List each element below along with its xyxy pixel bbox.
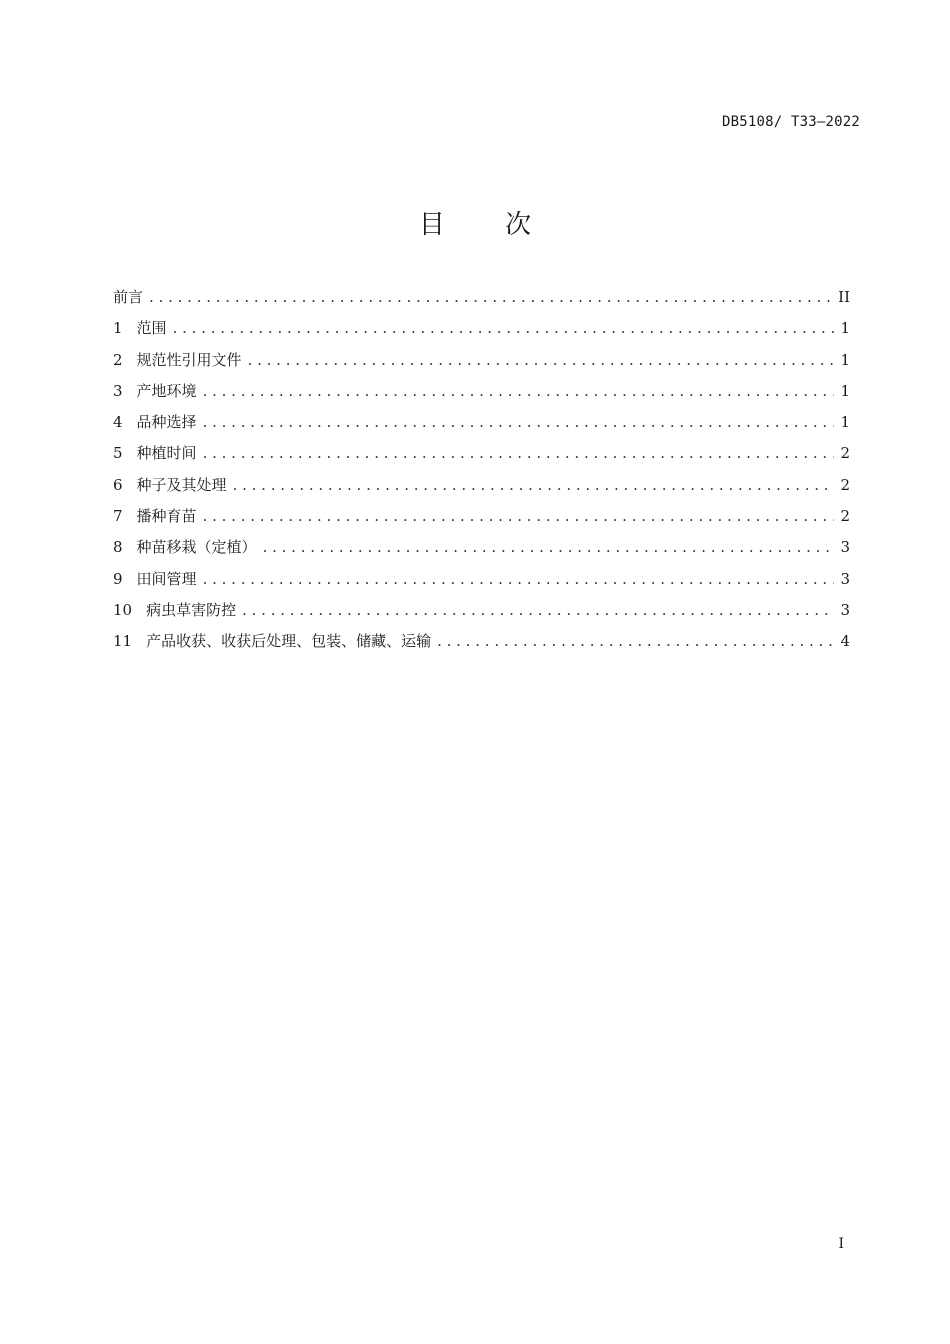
toc-entry-label: 种子及其处理 <box>136 475 227 494</box>
toc-entry-number: 5 <box>113 444 123 463</box>
page-title: 目 次 <box>418 210 558 240</box>
toc-entry-number: 8 <box>113 538 123 557</box>
toc-entry-page: 3 <box>840 600 850 619</box>
toc-entry-label: 产地环境 <box>136 381 197 400</box>
toc-entry-label: 病虫草害防控 <box>146 600 237 619</box>
toc-entry-page: II <box>838 288 850 306</box>
toc-entry-11[interactable] <box>113 630 850 661</box>
toc-dot-leader <box>203 570 834 588</box>
toc-dot-leader <box>263 538 834 556</box>
toc-entry-2[interactable] <box>113 349 850 380</box>
document-code: DB5108/ T33—2022 <box>721 114 860 130</box>
table-of-contents <box>113 286 850 662</box>
toc-entry-page: 1 <box>840 381 850 400</box>
toc-entry-page: 4 <box>840 632 850 651</box>
toc-entry-number: 9 <box>113 569 123 588</box>
toc-dot-leader <box>233 476 834 494</box>
toc-entry-number: 6 <box>113 475 123 494</box>
toc-entry-page: 2 <box>840 507 850 526</box>
toc-entry-label: 种植时间 <box>136 444 197 463</box>
toc-entry-page: 1 <box>840 350 850 369</box>
toc-dot-leader <box>203 444 834 462</box>
toc-entry-10[interactable] <box>113 599 850 630</box>
toc-entry-9[interactable] <box>113 568 850 599</box>
toc-entry-label: 前言 <box>113 288 144 306</box>
toc-dot-leader <box>248 351 834 369</box>
toc-entry-label: 产品收获、收获后处理、包装、储藏、运输 <box>146 632 432 651</box>
toc-entry-foreword[interactable] <box>113 286 850 317</box>
toc-dot-leader <box>437 632 834 650</box>
toc-entry-label: 品种选择 <box>136 413 197 432</box>
toc-entry-number: 3 <box>113 381 123 400</box>
toc-entry-6[interactable] <box>113 474 850 505</box>
toc-entry-label: 范围 <box>136 319 167 338</box>
toc-entry-label: 规范性引用文件 <box>136 350 242 369</box>
toc-entry-1[interactable] <box>113 317 850 348</box>
toc-entry-page: 3 <box>840 569 850 588</box>
toc-entry-3[interactable] <box>113 380 850 411</box>
toc-dot-leader <box>242 601 834 619</box>
page-number: I <box>838 1236 844 1252</box>
toc-entry-number: 4 <box>113 413 123 432</box>
toc-dot-leader <box>203 413 834 431</box>
toc-entry-page: 2 <box>840 475 850 494</box>
toc-entry-number: 2 <box>113 350 123 369</box>
toc-entry-number: 10 <box>113 600 133 619</box>
toc-entry-7[interactable] <box>113 505 850 536</box>
toc-dot-leader <box>173 319 834 337</box>
toc-entry-page: 2 <box>840 444 850 463</box>
toc-entry-4[interactable] <box>113 411 850 442</box>
toc-entry-5[interactable] <box>113 442 850 473</box>
toc-entry-label: 播种育苗 <box>136 507 197 526</box>
toc-entry-number: 7 <box>113 507 123 526</box>
toc-entry-number: 11 <box>113 632 133 651</box>
toc-entry-page: 1 <box>840 319 850 338</box>
toc-entry-number: 1 <box>113 319 123 338</box>
toc-entry-page: 1 <box>840 413 850 432</box>
toc-entry-8[interactable] <box>113 536 850 567</box>
toc-entry-label: 田间管理 <box>136 569 197 588</box>
toc-entry-page: 3 <box>840 538 850 557</box>
toc-dot-leader <box>203 507 834 525</box>
toc-dot-leader <box>203 382 834 400</box>
toc-entry-label: 种苗移栽（定植） <box>136 538 257 557</box>
toc-dot-leader <box>149 288 832 306</box>
